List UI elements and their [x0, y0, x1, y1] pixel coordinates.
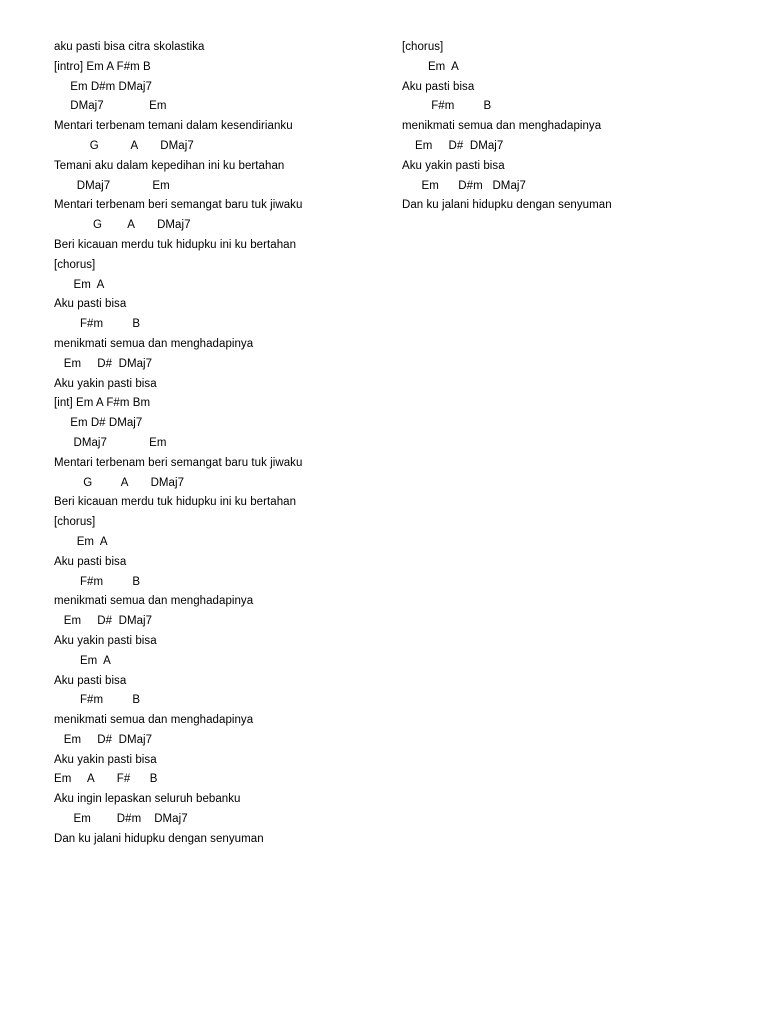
chord-line: DMaj7 Em	[54, 436, 167, 449]
lyric-line: Aku yakin pasti bisa	[402, 159, 505, 172]
lyric-line: Beri kicauan merdu tuk hidupku ini ku bertahan	[54, 238, 297, 251]
lyric-line: Mentari terbenam beri semangat baru tuk jiwaku	[54, 456, 303, 469]
chord-line: Em A	[54, 535, 108, 548]
lyric-line: Aku pasti bisa	[402, 80, 475, 93]
lyric-line: Dan ku jalani hidupku dengan senyuman	[402, 199, 612, 212]
lyric-line: Aku yakin pasti bisa	[54, 634, 157, 647]
section-label: [chorus]	[54, 258, 96, 271]
chord-line: G A DMaj7	[54, 139, 194, 152]
chord-line: Em D# DMaj7	[54, 615, 153, 628]
chord-line: F#m B	[54, 694, 141, 707]
chord-line: F#m B	[402, 100, 492, 113]
chord-line: DMaj7 Em	[54, 100, 167, 113]
chord-line: Em A	[54, 654, 111, 667]
lyric-line: menikmati semua dan menghadapinya	[54, 337, 254, 350]
lyric-line: Aku yakin pasti bisa	[54, 753, 157, 766]
chord-line: G A DMaj7	[54, 476, 185, 489]
lyric-line: Aku yakin pasti bisa	[54, 377, 157, 390]
song-title: aku pasti bisa citra skolastika	[54, 41, 205, 53]
chord-line: Em A	[402, 60, 459, 73]
section-label: [chorus]	[54, 516, 96, 529]
lyric-line: Dan ku jalani hidupku dengan senyuman	[54, 832, 264, 845]
lyric-line: menikmati semua dan menghadapinya	[402, 120, 602, 133]
lyric-line: Aku pasti bisa	[54, 555, 127, 568]
chord-line: Em D# DMaj7	[54, 733, 153, 746]
chord-line: Em D#m DMaj7	[54, 80, 152, 93]
chord-line: Em A F# B	[54, 773, 158, 786]
two-column-layout	[54, 38, 724, 1004]
chord-line: Em D# DMaj7	[54, 357, 153, 370]
lyric-line: Mentari terbenam beri semangat baru tuk jiwaku	[54, 199, 303, 212]
chord-line: DMaj7 Em	[54, 179, 170, 192]
lyric-line: Aku pasti bisa	[54, 674, 127, 687]
chord-line: Em D#m DMaj7	[402, 179, 526, 192]
chord-line: F#m B	[54, 575, 141, 588]
lyric-line: menikmati semua dan menghadapinya	[54, 595, 254, 608]
chord-line: Em D# DMaj7	[402, 139, 504, 152]
chord-line: F#m B	[54, 318, 141, 331]
lyric-line: Temani aku dalam kepedihan ini ku bertahan	[54, 159, 285, 172]
chord-line: Em D#m DMaj7	[54, 813, 188, 826]
section-label: [int] Em A F#m Bm	[54, 397, 151, 410]
right-column	[402, 38, 732, 216]
chord-line: [intro] Em A F#m B	[54, 60, 151, 73]
left-column	[54, 38, 404, 850]
chord-line: Em A	[54, 278, 105, 291]
lyric-line: Aku ingin lepaskan seluruh bebanku	[54, 793, 241, 806]
lyric-line: Mentari terbenam temani dalam kesendirianku	[54, 120, 293, 133]
chord-line: Em D# DMaj7	[54, 417, 143, 430]
chord-line: G A DMaj7	[54, 219, 191, 232]
section-label: [chorus]	[402, 41, 444, 53]
lyric-line: Aku pasti bisa	[54, 298, 127, 311]
lyric-line: Beri kicauan merdu tuk hidupku ini ku bertahan	[54, 496, 297, 509]
lyric-line: menikmati semua dan menghadapinya	[54, 714, 254, 727]
